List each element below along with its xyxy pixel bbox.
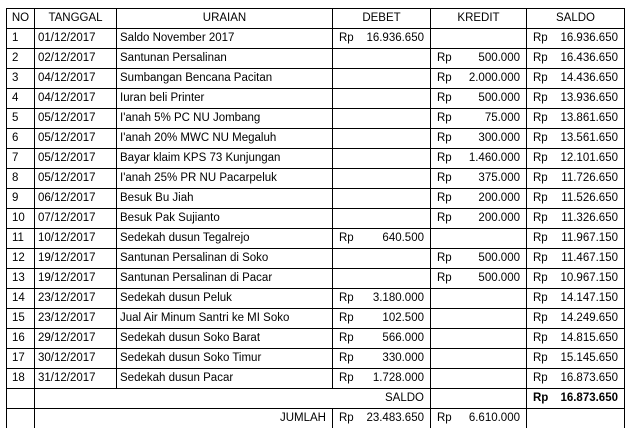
amount-value: 13.861.650 <box>560 112 618 124</box>
amount-value: 16.436.650 <box>560 52 618 64</box>
row-no: 2 <box>7 49 35 69</box>
header-tanggal: TANGGAL <box>35 9 117 29</box>
row-kredit <box>431 149 527 169</box>
row-debet <box>333 249 431 269</box>
row-debet <box>333 169 431 189</box>
row-no: 7 <box>7 149 35 169</box>
row-uraian: Santunan Persalinan <box>117 49 333 69</box>
jumlah-row <box>7 409 625 429</box>
row-kredit <box>431 289 527 309</box>
jumlah-row-tanggal <box>35 409 117 429</box>
row-no: 15 <box>7 309 35 329</box>
table-row <box>7 149 625 169</box>
currency-label: Rp <box>533 92 548 104</box>
currency-label: Rp <box>339 352 354 364</box>
currency-label: Rp <box>339 232 354 244</box>
row-tanggal: 23/12/2017 <box>35 289 117 309</box>
row-no: 8 <box>7 169 35 189</box>
row-tanggal: 02/12/2017 <box>35 49 117 69</box>
amount-value: 12.101.650 <box>560 152 618 164</box>
saldo-row-no <box>7 389 35 409</box>
row-saldo <box>527 129 625 149</box>
saldo-row-kredit <box>431 389 527 409</box>
amount-value: 375.000 <box>478 172 520 184</box>
amount-value: 16.873.650 <box>560 392 618 404</box>
amount-value: 11.726.650 <box>561 172 618 184</box>
amount-value: 566.000 <box>382 332 424 344</box>
row-kredit <box>431 309 527 329</box>
amount-value: 500.000 <box>478 252 520 264</box>
row-tanggal: 07/12/2017 <box>35 209 117 229</box>
row-kredit <box>431 69 527 89</box>
saldo-row-tanggal <box>35 389 117 409</box>
jumlah-row-no <box>7 409 35 429</box>
table-row <box>7 229 625 249</box>
table-row <box>7 269 625 289</box>
amount-value: 13.936.650 <box>560 92 618 104</box>
header-uraian: URAIAN <box>117 9 333 29</box>
row-debet <box>333 89 431 109</box>
currency-label: Rp <box>533 172 548 184</box>
currency-label: Rp <box>533 312 548 324</box>
row-saldo <box>527 309 625 329</box>
header-kredit: KREDIT <box>431 9 527 29</box>
amount-value: 23.483.650 <box>366 412 424 424</box>
table-row <box>7 289 625 309</box>
row-kredit <box>431 169 527 189</box>
table-row <box>7 129 625 149</box>
header-saldo: SALDO <box>527 9 625 29</box>
row-uraian: I'anah 25% PR NU Pacarpeluk <box>117 169 333 189</box>
amount-value: 11.467.150 <box>561 252 618 264</box>
table-row <box>7 329 625 349</box>
header-debet: DEBET <box>333 9 431 29</box>
row-tanggal: 31/12/2017 <box>35 369 117 389</box>
table-row <box>7 369 625 389</box>
row-debet <box>333 269 431 289</box>
amount-value: 10.967.150 <box>560 272 618 284</box>
amount-value: 11.526.650 <box>561 192 618 204</box>
row-uraian: Sumbangan Bencana Pacitan <box>117 69 333 89</box>
row-no: 6 <box>7 129 35 149</box>
row-saldo <box>527 29 625 49</box>
row-debet <box>333 329 431 349</box>
jumlah-row-label: JUMLAH <box>117 409 333 429</box>
row-no: 18 <box>7 369 35 389</box>
row-debet <box>333 349 431 369</box>
row-tanggal: 30/12/2017 <box>35 349 117 369</box>
row-tanggal: 29/12/2017 <box>35 329 117 349</box>
row-saldo <box>527 249 625 269</box>
amount-value: 300.000 <box>478 132 520 144</box>
currency-label: Rp <box>533 372 548 384</box>
row-uraian: Iuran beli Printer <box>117 89 333 109</box>
currency-label: Rp <box>437 212 452 224</box>
row-no: 10 <box>7 209 35 229</box>
currency-label: Rp <box>533 392 549 404</box>
row-kredit <box>431 89 527 109</box>
row-no: 16 <box>7 329 35 349</box>
row-kredit <box>431 349 527 369</box>
row-kredit <box>431 209 527 229</box>
row-tanggal: 05/12/2017 <box>35 109 117 129</box>
row-saldo <box>527 89 625 109</box>
row-debet <box>333 229 431 249</box>
table-row <box>7 29 625 49</box>
currency-label: Rp <box>437 112 452 124</box>
amount-value: 14.815.650 <box>560 332 618 344</box>
amount-value: 200.000 <box>478 212 520 224</box>
row-tanggal: 19/12/2017 <box>35 249 117 269</box>
row-tanggal: 06/12/2017 <box>35 189 117 209</box>
row-kredit <box>431 109 527 129</box>
currency-label: Rp <box>339 332 354 344</box>
currency-label: Rp <box>437 192 452 204</box>
amount-value: 500.000 <box>478 52 520 64</box>
currency-label: Rp <box>437 72 452 84</box>
saldo-row <box>7 389 625 409</box>
row-debet <box>333 149 431 169</box>
row-saldo <box>527 109 625 129</box>
amount-value: 16.936.650 <box>560 32 618 44</box>
currency-label: Rp <box>437 172 452 184</box>
currency-label: Rp <box>533 352 548 364</box>
currency-label: Rp <box>533 52 548 64</box>
row-kredit <box>431 269 527 289</box>
row-no: 4 <box>7 89 35 109</box>
row-kredit <box>431 329 527 349</box>
amount-value: 11.967.150 <box>561 232 618 244</box>
row-tanggal: 19/12/2017 <box>35 269 117 289</box>
row-tanggal: 05/12/2017 <box>35 149 117 169</box>
saldo-row-label: SALDO <box>117 389 431 409</box>
row-uraian: Bayar klaim KPS 73 Kunjungan <box>117 149 333 169</box>
currency-label: Rp <box>533 72 548 84</box>
jumlah-row-saldo <box>527 409 625 429</box>
saldo-row-value <box>527 389 625 409</box>
row-no: 9 <box>7 189 35 209</box>
currency-label: Rp <box>339 312 354 324</box>
currency-label: Rp <box>339 372 354 384</box>
amount-value: 14.436.650 <box>560 72 618 84</box>
row-debet <box>333 369 431 389</box>
row-uraian: Santunan Persalinan di Soko <box>117 249 333 269</box>
row-saldo <box>527 209 625 229</box>
row-no: 1 <box>7 29 35 49</box>
row-tanggal: 23/12/2017 <box>35 309 117 329</box>
currency-label: Rp <box>533 252 548 264</box>
row-kredit <box>431 129 527 149</box>
row-uraian: Sedekah dusun Peluk <box>117 289 333 309</box>
row-saldo <box>527 69 625 89</box>
table-row <box>7 209 625 229</box>
amount-value: 1.728.000 <box>372 372 424 384</box>
row-uraian: Santunan Persalinan di Pacar <box>117 269 333 289</box>
row-uraian: Sedekah dusun Soko Barat <box>117 329 333 349</box>
row-saldo <box>527 229 625 249</box>
row-tanggal: 05/12/2017 <box>35 129 117 149</box>
row-debet <box>333 29 431 49</box>
currency-label: Rp <box>533 292 548 304</box>
row-tanggal: 05/12/2017 <box>35 169 117 189</box>
amount-value: 2.000.000 <box>468 72 520 84</box>
currency-label: Rp <box>533 152 548 164</box>
row-uraian: Jual Air Minum Santri ke MI Soko <box>117 309 333 329</box>
row-kredit <box>431 49 527 69</box>
amount-value: 500.000 <box>478 272 520 284</box>
table-row <box>7 309 625 329</box>
row-tanggal: 04/12/2017 <box>35 69 117 89</box>
currency-label: Rp <box>437 132 452 144</box>
row-debet <box>333 69 431 89</box>
jumlah-row-debet <box>333 409 431 429</box>
table-row <box>7 109 625 129</box>
row-saldo <box>527 349 625 369</box>
row-uraian: Sedekah dusun Tegalrejo <box>117 229 333 249</box>
amount-value: 16.873.650 <box>560 372 618 384</box>
currency-label: Rp <box>339 412 354 424</box>
row-saldo <box>527 289 625 309</box>
row-kredit <box>431 369 527 389</box>
row-uraian: Besuk Bu Jiah <box>117 189 333 209</box>
row-no: 17 <box>7 349 35 369</box>
row-no: 11 <box>7 229 35 249</box>
row-kredit <box>431 249 527 269</box>
currency-label: Rp <box>533 212 548 224</box>
row-saldo <box>527 369 625 389</box>
table-row <box>7 189 625 209</box>
currency-label: Rp <box>533 112 548 124</box>
row-no: 3 <box>7 69 35 89</box>
currency-label: Rp <box>437 92 452 104</box>
row-kredit <box>431 189 527 209</box>
amount-value: 500.000 <box>478 92 520 104</box>
row-uraian: I'anah 20% MWC NU Megaluh <box>117 129 333 149</box>
table-row <box>7 349 625 369</box>
row-uraian: Saldo November 2017 <box>117 29 333 49</box>
currency-label: Rp <box>533 272 548 284</box>
amount-value: 14.147.150 <box>560 292 618 304</box>
row-saldo <box>527 269 625 289</box>
currency-label: Rp <box>339 32 354 44</box>
currency-label: Rp <box>533 132 548 144</box>
currency-label: Rp <box>533 32 548 44</box>
row-no: 13 <box>7 269 35 289</box>
amount-value: 200.000 <box>478 192 520 204</box>
amount-value: 11.326.650 <box>561 212 618 224</box>
table-row <box>7 89 625 109</box>
row-saldo <box>527 49 625 69</box>
amount-value: 3.180.000 <box>372 292 424 304</box>
row-uraian: Sedekah dusun Soko Timur <box>117 349 333 369</box>
row-uraian: Besuk Pak Sujianto <box>117 209 333 229</box>
amount-value: 15.145.650 <box>560 352 618 364</box>
currency-label: Rp <box>533 232 548 244</box>
row-uraian: Sedekah dusun Pacar <box>117 369 333 389</box>
currency-label: Rp <box>437 152 452 164</box>
row-no: 12 <box>7 249 35 269</box>
table-row <box>7 69 625 89</box>
header-no: NO <box>7 9 35 29</box>
amount-value: 330.000 <box>382 352 424 364</box>
row-debet <box>333 129 431 149</box>
amount-value: 102.500 <box>382 312 424 324</box>
row-no: 14 <box>7 289 35 309</box>
currency-label: Rp <box>533 192 548 204</box>
row-debet <box>333 109 431 129</box>
currency-label: Rp <box>437 412 452 424</box>
row-debet <box>333 209 431 229</box>
amount-value: 16.936.650 <box>366 32 424 44</box>
row-debet <box>333 289 431 309</box>
currency-label: Rp <box>437 52 452 64</box>
jumlah-row-kredit <box>431 409 527 429</box>
amount-value: 6.610.000 <box>468 412 520 424</box>
row-saldo <box>527 329 625 349</box>
table-row <box>7 49 625 69</box>
amount-value: 13.561.650 <box>560 132 618 144</box>
ledger-table <box>6 8 625 428</box>
row-kredit <box>431 229 527 249</box>
amount-value: 14.249.650 <box>560 312 618 324</box>
row-debet <box>333 49 431 69</box>
table-row <box>7 169 625 189</box>
header-row <box>7 9 625 29</box>
currency-label: Rp <box>437 272 452 284</box>
row-uraian: I'anah 5% PC NU Jombang <box>117 109 333 129</box>
amount-value: 640.500 <box>382 232 424 244</box>
currency-label: Rp <box>339 292 354 304</box>
row-saldo <box>527 169 625 189</box>
amount-value: 1.460.000 <box>468 152 520 164</box>
currency-label: Rp <box>533 332 548 344</box>
row-saldo <box>527 189 625 209</box>
currency-label: Rp <box>437 252 452 264</box>
row-debet <box>333 309 431 329</box>
row-kredit <box>431 29 527 49</box>
row-saldo <box>527 149 625 169</box>
row-debet <box>333 189 431 209</box>
row-tanggal: 01/12/2017 <box>35 29 117 49</box>
row-no: 5 <box>7 109 35 129</box>
table-row <box>7 249 625 269</box>
row-tanggal: 04/12/2017 <box>35 89 117 109</box>
amount-value: 75.000 <box>484 112 520 124</box>
row-tanggal: 10/12/2017 <box>35 229 117 249</box>
